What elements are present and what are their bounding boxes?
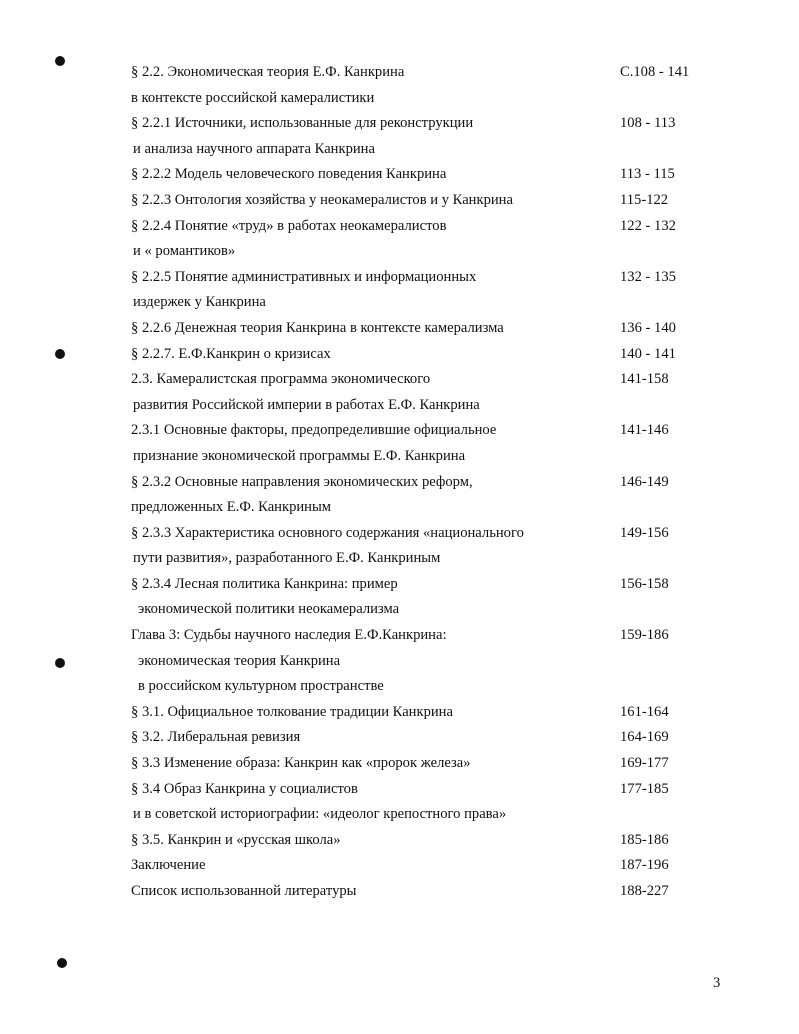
toc-entry: [0, 777, 799, 803]
toc-entry-title: предложенных Е.Ф. Канкриным: [131, 499, 332, 516]
toc-entry: [0, 239, 799, 265]
toc-entry-pages: 187-196: [620, 857, 669, 874]
toc-entry-title: § 2.2.2 Модель человеческого поведения Канкрина: [131, 166, 447, 183]
toc-entry-title: 2.3. Камералистская программа экономического: [131, 371, 431, 388]
toc-entry-title: экономическая теория Канкрина: [138, 652, 341, 669]
toc-entry-pages: 136 - 140: [620, 319, 676, 336]
toc-entry-title: издержек у Канкрина: [133, 294, 266, 311]
toc-entry-title: развития Российской империи в работах Е.Ф. Канкрина: [133, 396, 480, 413]
toc-entry-title: § 3.5. Канкрин и «русская школа»: [131, 831, 341, 848]
toc-entry: [0, 367, 799, 393]
toc-entry-title: § 3.2. Либеральная ревизия: [131, 729, 301, 746]
toc-entry: [0, 342, 799, 368]
toc-entry-pages: 185-186: [620, 831, 669, 848]
toc-entry-pages: 115-122: [620, 191, 669, 208]
toc-entry-title: § 2.2.7. Е.Ф.Канкрин о кризисах: [131, 345, 331, 362]
toc-entry: [0, 674, 799, 700]
toc-entry-pages: 141-146: [620, 422, 669, 439]
toc-entry-pages: 156-158: [620, 575, 669, 592]
toc-entry: [0, 111, 799, 137]
toc-entry-title: и « романтиков»: [133, 243, 236, 260]
toc-entry: [0, 470, 799, 496]
toc-entry: [0, 137, 799, 163]
toc-entry-title: Глава 3: Судьбы научного наследия Е.Ф.Канкрина:: [131, 627, 447, 644]
toc-entry-pages: 159-186: [620, 627, 669, 644]
toc-entry: [0, 444, 799, 470]
toc-entry: [0, 86, 799, 112]
toc-entry-pages: 140 - 141: [620, 345, 676, 362]
toc-entry-title: § 2.2.5 Понятие административных и информационных: [131, 268, 477, 285]
toc-entry-pages: 122 - 132: [620, 217, 676, 234]
toc-entry-title: признание экономической программы Е.Ф. Канкрина: [133, 447, 466, 464]
toc-entry: [0, 521, 799, 547]
toc-entry-pages: 188-227: [620, 883, 669, 899]
toc-entry: [0, 802, 799, 828]
toc-entry-title: Список использованной литературы: [131, 883, 357, 899]
toc-entry-title: экономической политики неокамерализма: [138, 601, 400, 618]
toc-entry: [0, 649, 799, 675]
toc-entry: [0, 879, 799, 905]
toc-entry-pages: 132 - 135: [620, 268, 676, 285]
toc-entry: [0, 495, 799, 521]
toc-entry-title: § 2.2.3 Онтология хозяйства у неокамералистов и у Канкрина: [131, 191, 513, 208]
toc-entry-pages: 161-164: [620, 703, 669, 720]
toc-entry-title: Заключение: [131, 857, 206, 874]
toc-entry-pages: 164-169: [620, 729, 669, 746]
toc-entry-pages: 141-158: [620, 371, 669, 388]
toc-entry: [0, 162, 799, 188]
toc-entry: [0, 393, 799, 419]
toc-entry: [0, 188, 799, 214]
toc-entry: [0, 623, 799, 649]
toc-entry-title: § 3.1. Официальное толкование традиции Канкрина: [131, 703, 453, 720]
toc-entry: [0, 418, 799, 444]
toc-entry: [0, 214, 799, 240]
toc-entry-title: пути развития», разработанного Е.Ф. Канкриным: [133, 550, 441, 567]
toc-entry-pages: 177-185: [620, 780, 669, 797]
toc-entry-pages: 108 - 113: [620, 115, 676, 132]
toc-entry: [0, 265, 799, 291]
toc-entry-title: и в советской историографии: «идеолог крепостного права»: [133, 806, 507, 823]
toc-entry: [0, 828, 799, 854]
toc-entry-title: в российском культурном пространстве: [138, 678, 384, 695]
toc-entry: [0, 853, 799, 879]
toc-entry: [0, 572, 799, 598]
toc-entry-title: § 2.3.2 Основные направления экономических реформ,: [131, 473, 473, 490]
toc-entry-title: в контексте российской камералистики: [131, 89, 375, 106]
toc-entry-title: и анализа научного аппарата Канкрина: [133, 140, 375, 157]
toc-entry: [0, 60, 799, 86]
toc-entry: [0, 546, 799, 572]
page-number: 3: [713, 975, 721, 991]
toc-entry-pages: 169-177: [620, 755, 669, 772]
table-of-contents: [0, 60, 799, 905]
toc-entry-title: § 2.2. Экономическая теория Е.Ф. Канкрина: [131, 64, 405, 80]
toc-entry-title: § 2.3.3 Характеристика основного содержания «национального: [131, 524, 524, 541]
toc-entry: [0, 316, 799, 342]
toc-entry-title: § 3.4 Образ Канкрина у социалистов: [131, 780, 358, 797]
punch-hole-mark: [57, 958, 67, 968]
toc-entry-title: § 2.2.1 Источники, использованные для реконструкции: [131, 115, 474, 132]
toc-entry-pages: 149-156: [620, 524, 669, 541]
toc-entry: [0, 725, 799, 751]
toc-entry-pages: С.108 - 141: [620, 64, 690, 80]
toc-entry-title: § 2.2.6 Денежная теория Канкрина в контексте камерализма: [131, 319, 504, 336]
toc-entry-title: § 2.3.4 Лесная политика Канкрина: пример: [131, 575, 398, 592]
toc-entry: [0, 700, 799, 726]
toc-entry-pages: 146-149: [620, 473, 669, 490]
toc-entry: [0, 597, 799, 623]
toc-entry-title: § 3.3 Изменение образа: Канкрин как «пророк железа»: [131, 755, 471, 772]
toc-entry-pages: 113 - 115: [620, 166, 675, 183]
toc-entry-title: 2.3.1 Основные факторы, предопределившие официальное: [131, 422, 497, 439]
toc-entry: [0, 751, 799, 777]
toc-entry-title: § 2.2.4 Понятие «труд» в работах неокамералистов: [131, 217, 447, 234]
toc-entry: [0, 290, 799, 316]
